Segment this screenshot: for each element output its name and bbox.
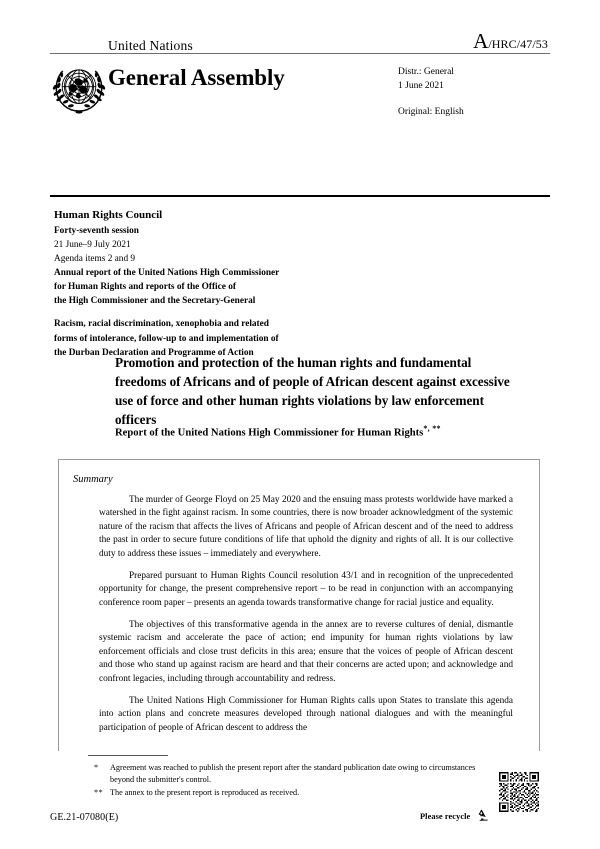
agenda-title-line-3: the High Commissioner and the Secretary-General bbox=[54, 296, 256, 307]
topic-line-1: Racism, racial discrimination, xenophobia and related bbox=[54, 319, 269, 330]
footnote-separator bbox=[88, 755, 168, 756]
topic-line-3: the Durban Declaration and Programme of Action bbox=[54, 347, 254, 358]
footnote-marker: ** bbox=[94, 788, 104, 798]
document-symbol bbox=[473, 31, 550, 52]
session-block bbox=[54, 207, 384, 360]
summary-paragraph: The United Nations High Commissioner for Human Rights calls upon States to translate this agenda into action plans and concrete measures developed through national dialogues and with the meaningful participation of people of African descent to address the bbox=[99, 695, 513, 733]
footnote-marker: * bbox=[94, 763, 99, 772]
recycle-label: Please recycle bbox=[420, 812, 471, 821]
spacer bbox=[398, 94, 550, 106]
summary-paragraph: The objectives of this transformative agenda in the annex are to reverse cultures of denial, dismantle systemic racism and accelerate the pace of action; end impunity for human rights violations by law enforcement officials and close trust deficits in this area; ensure that the voices of people of African descent and those who stand up against racism are heard and that their concerns are acted upon; and acknowledge and confront legacies, including through accountability and redress. bbox=[99, 620, 513, 684]
agenda-title-line-1: Annual report of the United Nations High Commissioner bbox=[54, 268, 280, 279]
summary-label: Summary bbox=[73, 474, 113, 485]
footnote-item bbox=[88, 762, 488, 786]
masthead bbox=[50, 30, 550, 52]
masthead-divider bbox=[50, 53, 550, 54]
summary-body bbox=[99, 494, 513, 735]
un-emblem-icon bbox=[50, 60, 108, 118]
qr-code-icon bbox=[496, 772, 542, 812]
footnote-item bbox=[88, 787, 488, 799]
distribution-type: Distr.: General bbox=[398, 67, 454, 77]
footnote-text: Agreement was reached to publish the present report after the standard publication date owing to circumstances beyond the submitter's control. bbox=[110, 763, 476, 785]
agenda-items: Agenda items 2 and 9 bbox=[54, 253, 136, 264]
session-number: Forty-seventh session bbox=[54, 225, 139, 236]
summary-paragraph: Prepared pursuant to Human Rights Council resolution 43/1 and in recognition of the unprecedented opportunity for change, the present comprehensive report – to be read in conjunction with an accompanying conference room paper – presents an agenda towards transformative change for racial justice and equality. bbox=[99, 570, 513, 608]
document-date: 1 June 2021 bbox=[398, 80, 444, 91]
report-author-line bbox=[115, 424, 535, 440]
report-author-text: Report of the United Nations High Commissioner for Human Rights bbox=[115, 427, 424, 439]
recycle-icon bbox=[473, 808, 490, 825]
masthead-top-row bbox=[50, 30, 550, 52]
report-footnote-marks: *, ** bbox=[423, 424, 441, 433]
organization-name: United Nations bbox=[108, 37, 193, 53]
original-language: Original: English bbox=[398, 106, 464, 117]
summary-box bbox=[58, 459, 540, 751]
distribution-block bbox=[398, 66, 550, 119]
topic-line-2: forms of intolerance, follow-up to and implementation of bbox=[54, 333, 279, 344]
masthead-body bbox=[50, 58, 550, 119]
session-dates: 21 June–9 July 2021 bbox=[54, 239, 131, 250]
recycle-notice bbox=[420, 808, 490, 825]
footnotes-block bbox=[88, 762, 488, 800]
document-symbol-initial: A bbox=[473, 29, 489, 53]
footnote-text: The annex to the present report is reproduced as received. bbox=[110, 788, 300, 798]
spacer bbox=[54, 308, 384, 317]
document-code: GE.21-07080(E) bbox=[50, 812, 119, 823]
header-divider bbox=[50, 195, 550, 197]
agenda-title-line-2: for Human Rights and reports of the Office of bbox=[54, 282, 236, 293]
document-symbol-rest: /HRC/47/53 bbox=[488, 37, 548, 51]
body-name: General Assembly bbox=[108, 65, 285, 90]
summary-paragraph: The murder of George Floyd on 25 May 2020 and the ensuing mass protests worldwide have marked a watershed in the fight against racism. In some countries, there is now broader acknowledgment of the systemic nature of the racism that affects the lives of Africans and people of African descent and of the need to address the past in order to secure future conditions of life that uphold the dignity and rights of all. It is our collective duty to address these issues – immediately and everywhere. bbox=[99, 495, 513, 559]
page-title: Promotion and protection of the human rights and fundamental freedoms of Africans and of people of African descent against excessive use of force and other human rights violations by law enforcement officers bbox=[115, 355, 510, 428]
council-name: Human Rights Council bbox=[54, 209, 163, 221]
